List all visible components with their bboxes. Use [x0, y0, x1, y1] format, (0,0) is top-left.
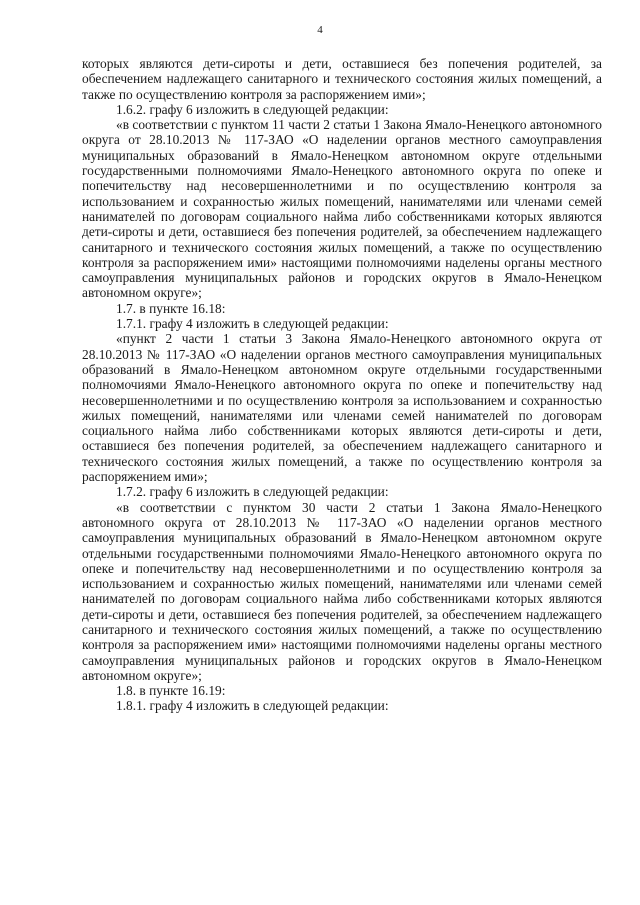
page-number: 4	[317, 24, 323, 36]
paragraph: которых являются дети-сироты и дети, оставшиеся без попечения родителей, за обеспечением надлежащего санитарного и технического состояния жилых помещений, а также по осуществлению контроля за распоряжением ими»;	[82, 56, 602, 102]
paragraph: «в соответствии с пунктом 11 части 2 статьи 1 Закона Ямало-Ненецкого автономного округа от 28.10.2013 № 117-ЗАО «О наделении органов местного самоуправления муниципальных образований в Ямало-Ненецком автономном округе отдельными государственными полномочиями Ямало-Ненецкого автономного округа по опеке и попечительству над несовершеннолетними и по осуществлению контроля за использованием и сохранностью жилых помещений, нанимателями или членами семей нанимателей по договорам социального найма либо собственниками которых являются дети-сироты и дети, оставшиеся без попечения родителей, за обеспечением надлежащего санитарного и технического состояния жилых помещений, а также по осуществлению контроля за распоряжением ими» настоящими полномочиями наделены органы местного самоуправления муниципальных районов и городских округов в Ямало-Ненецком автономном округе»;	[82, 117, 602, 301]
paragraph: 1.6.2. графу 6 изложить в следующей редакции:	[116, 101, 389, 117]
paragraph: 1.7.2. графу 6 изложить в следующей редакции:	[116, 484, 389, 500]
paragraph: 1.8.1. графу 4 изложить в следующей редакции:	[116, 698, 389, 714]
document-body	[82, 56, 602, 714]
paragraph: «пункт 2 части 1 статьи 3 Закона Ямало-Ненецкого автономного округа от 28.10.2013 № 117-ЗАО «О наделении органов местного самоуправления муниципальных образований в Ямало-Ненецком автономном округе отдельными государственными полномочиями Ямало-Ненецкого автономного округа по опеке и попечительству над несовершеннолетними и по осуществлению контроля за использованием и сохранностью жилых помещений, нанимателями или членами семей нанимателей по договорам социального найма либо собственниками которых являются дети-сироты и дети, оставшиеся без попечения родителей, за обеспечением надлежащего санитарного и технического состояния жилых помещений, а также по осуществлению контроля за распоряжением ими»;	[82, 331, 602, 485]
paragraph: 1.7. в пункте 16.18:	[116, 300, 226, 316]
paragraph: 1.7.1. графу 4 изложить в следующей редакции:	[116, 316, 389, 332]
paragraph: «в соответствии с пунктом 30 части 2 статьи 1 Закона Ямало-Ненецкого автономного округа от 28.10.2013 № 117-ЗАО «О наделении органов местного самоуправления муниципальных образований в Ямало-Ненецком автономном округе отдельными государственными полномочиями Ямало-Ненецкого автономного округа по опеке и попечительству над несовершеннолетними и по осуществлению контроля за использованием и сохранностью жилых помещений, нанимателями или членами семей нанимателей по договорам социального найма либо собственниками которых являются дети-сироты и дети, оставшиеся без попечения родителей, за обеспечением надлежащего санитарного и технического состояния жилых помещений, а также по осуществлению контроля за распоряжением ими» настоящими полномочиями наделены органы местного самоуправления муниципальных районов и городских округов в Ямало-Ненецком автономном округе»;	[82, 499, 602, 683]
paragraph: 1.8. в пункте 16.19:	[116, 683, 226, 699]
